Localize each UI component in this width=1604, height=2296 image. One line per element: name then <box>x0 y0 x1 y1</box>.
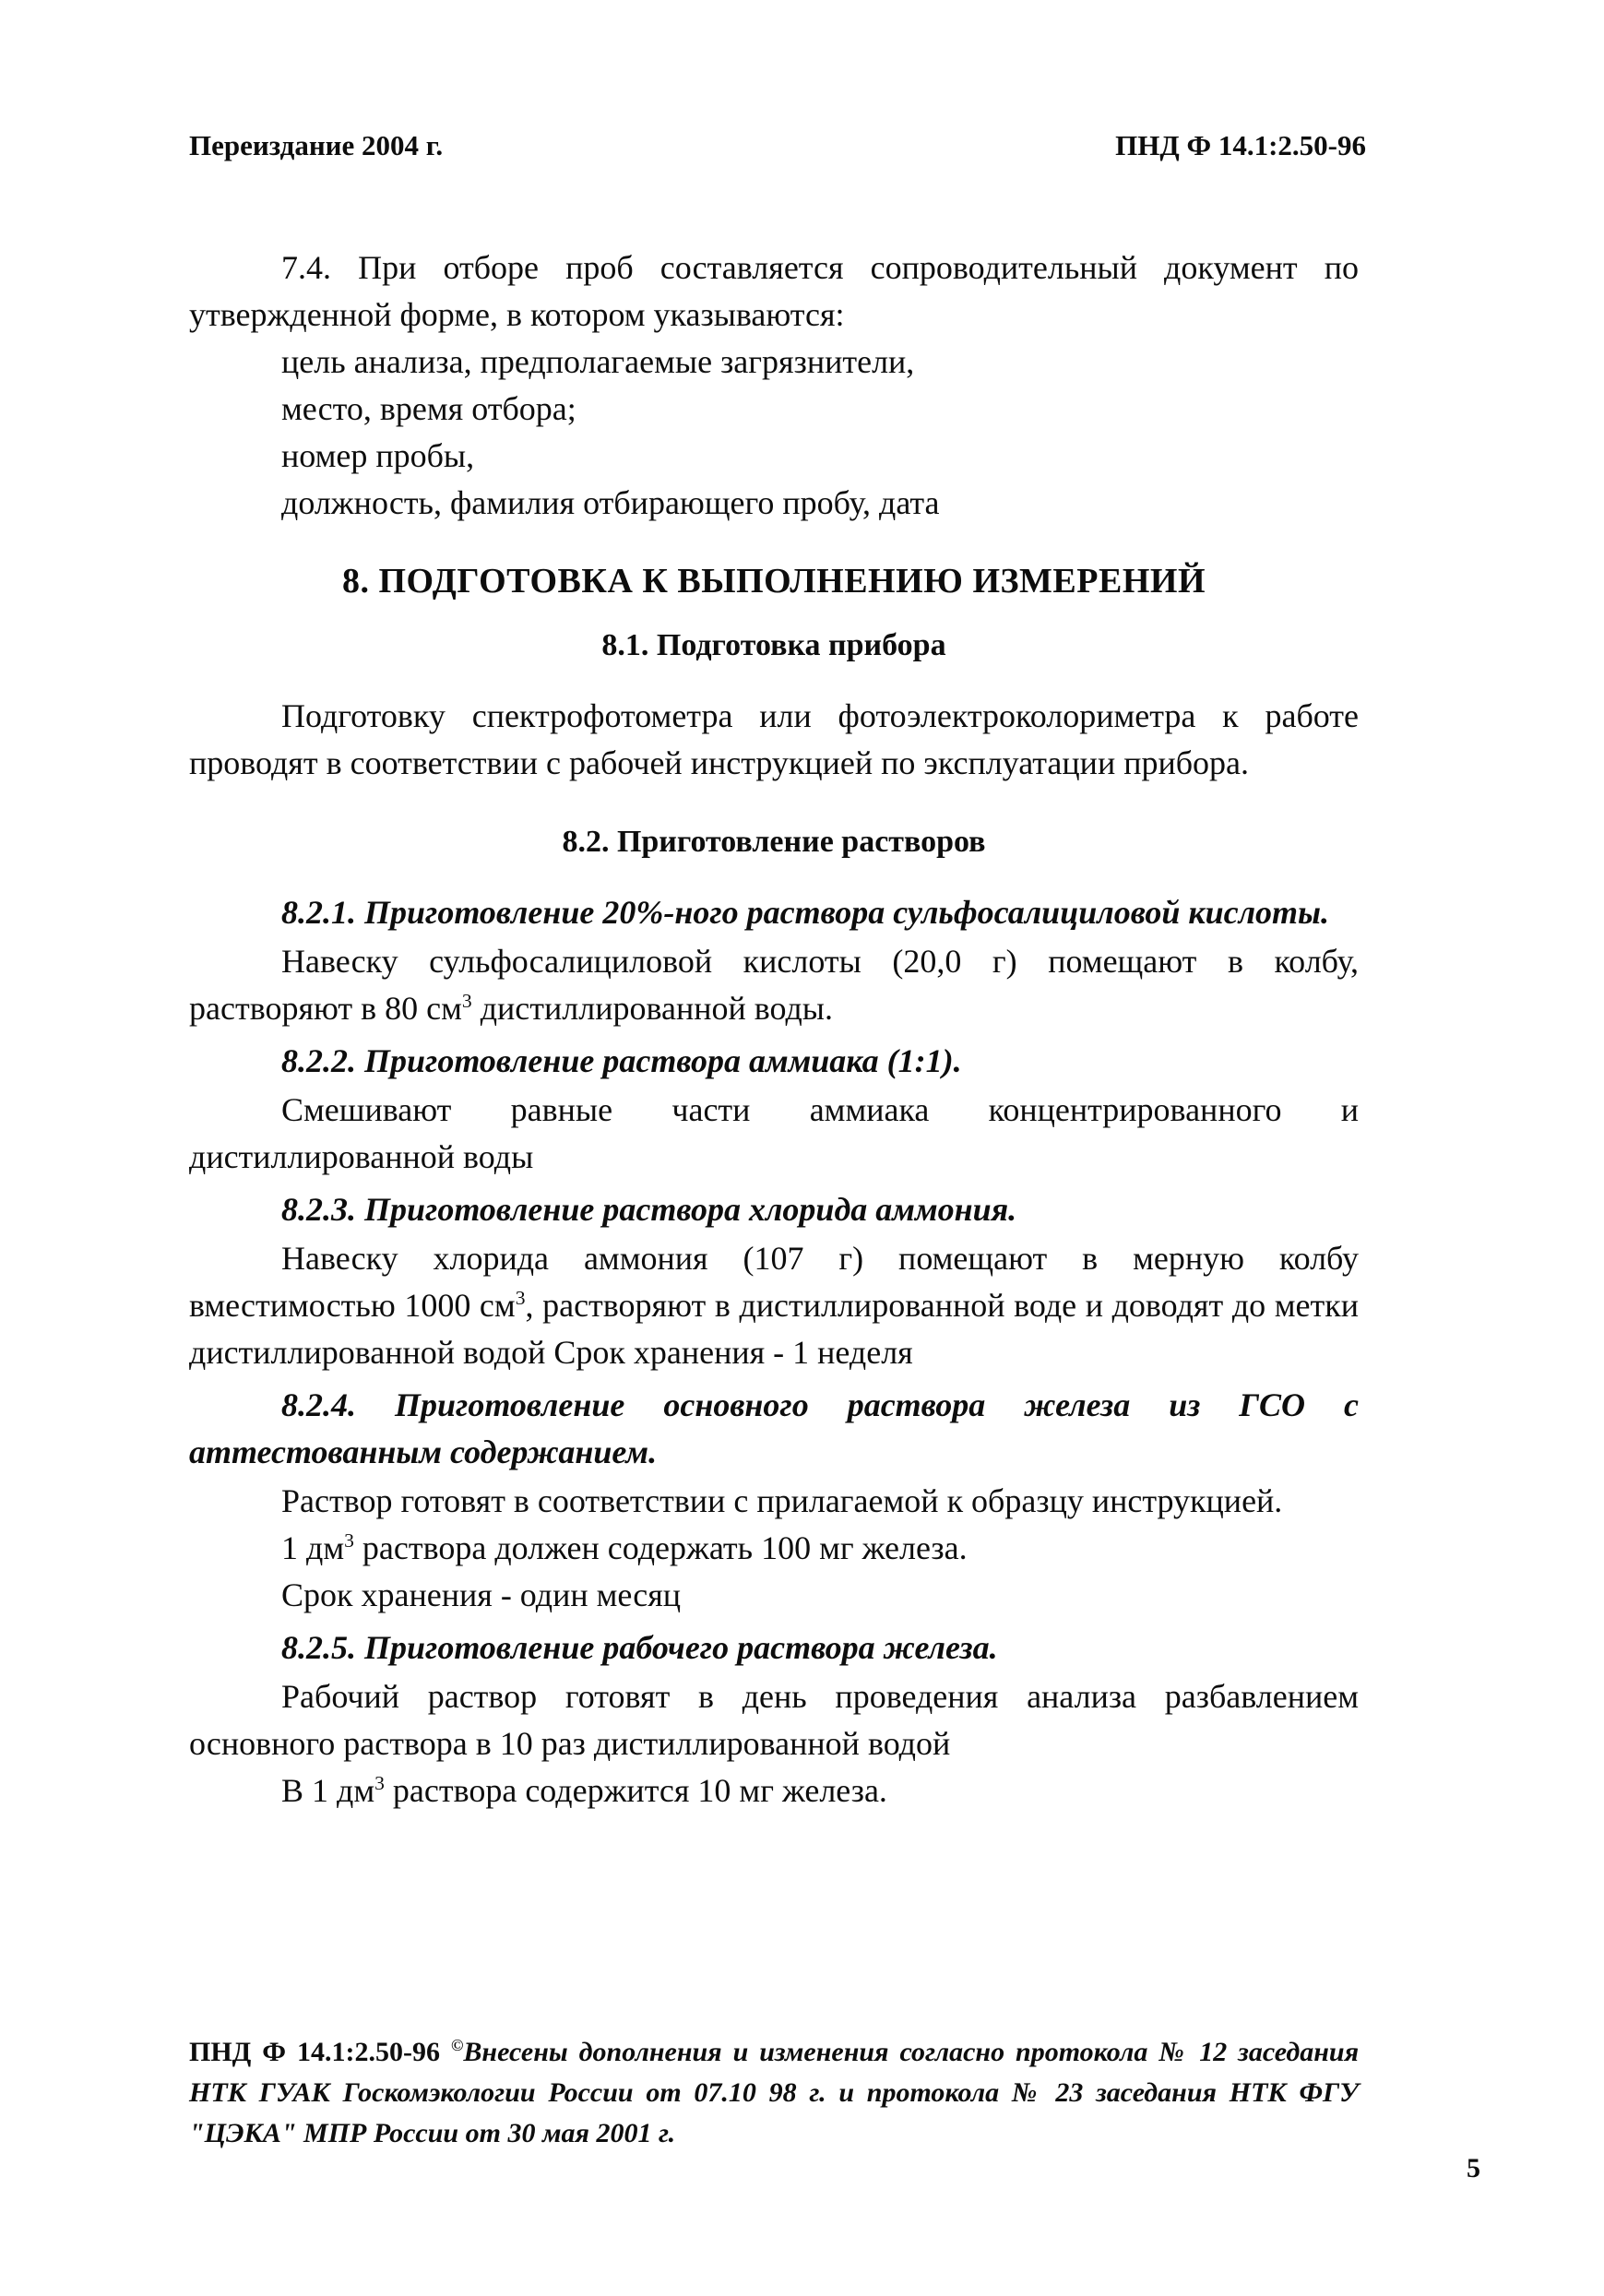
subsection-8-2-1-heading: 8.2.1. Приготовление 20%-ного раствора сульфосалициловой кислоты. <box>281 894 1330 931</box>
subsection-8-2-1-text: Навеску сульфосалициловой кислоты (20,0 г) помещают в колбу, растворяют в 80 $см^3$ дистиллированной воды. <box>189 943 1359 1027</box>
section-7-4-intro: 7.4. При отборе проб составляется сопроводительный документ по утвержденной форме, в котором указываются: <box>189 249 1359 333</box>
copyright-mark: © <box>450 2036 464 2054</box>
amendment-footnote: ПНД Ф 14.1:2.50-96 ©Внесены дополнения и изменения согласно протокола № 12 заседания НТК ГУАК Госкомэкологии России от 07.10 98 г. и протокола № 23 заседания НТК ФГУ "ЦЭКА" МПР России от 30 мая 2001 г. <box>189 2036 1360 2148</box>
subsection-8-2-3-text: Навеску хлорида аммония (107 г) помещают в мерную колбу вместимостью 1000 $см^3$, растворяют в дистиллированной воде и доводят до метки дистиллированной водой Срок хранения - 1 неделя <box>189 1240 1359 1371</box>
subsection-8-2-4-concentration: 1 $дм^3$ раствора должен содержать 100 мг железа. <box>281 1529 968 1566</box>
section-7-4-list <box>189 339 1359 527</box>
list-item: должность, фамилия отбирающего пробу, дата <box>281 484 940 521</box>
subsection-8-2-2-heading: 8.2.2. Приготовление раствора аммиака (1:1). <box>281 1042 962 1079</box>
subsection-8-2-2-text: Смешивают равные части аммиака концентрированного и дистиллированной воды <box>189 1091 1359 1175</box>
list-item: место, время отбора; <box>281 390 576 427</box>
subsection-8-2-5-text: Рабочий раствор готовят в день проведения анализа разбавлением основного раствора в 10 раз дистиллированной водой <box>189 1678 1359 1762</box>
list-item: номер пробы, <box>281 437 475 474</box>
reissue-note: Переиздание 2004 г. <box>189 129 444 161</box>
main-content <box>189 244 1359 1814</box>
section-8-1-text: Подготовку спектрофотометра или фотоэлектроколориметра к работе проводят в соответствии с рабочей инструкцией по эксплуатации прибора. <box>189 697 1359 781</box>
section-8-heading: 8. ПОДГОТОВКА К ВЫПОЛНЕНИЮ ИЗМЕРЕНИЙ <box>341 562 1206 601</box>
document-code: ПНД Ф 14.1:2.50-96 <box>1115 129 1366 161</box>
subsection-8-2-5-heading: 8.2.5. Приготовление рабочего раствора железа. <box>281 1629 998 1666</box>
list-item: цель анализа, предполагаемые загрязнители, <box>281 343 915 380</box>
subsection-8-2-4-storage: Срок хранения - один месяц <box>281 1576 682 1613</box>
section-8-2-heading: 8.2. Приготовление растворов <box>562 825 986 859</box>
subsection-8-2-4-heading: 8.2.4. Приготовление основного раствора железа из ГСО с аттестованным содержанием. <box>189 1386 1359 1470</box>
section-8-1-heading: 8.1. Подготовка прибора <box>601 628 946 662</box>
page-number: 5 <box>1467 2153 1480 2183</box>
subsection-8-2-3-heading: 8.2.3. Приготовление раствора хлорида аммония. <box>281 1191 1017 1228</box>
subsection-8-2-4-text: Раствор готовят в соответствии с прилагаемой к образцу инструкцией. <box>281 1482 1283 1519</box>
subsection-8-2-5-concentration: В 1 $дм^3$ раствора содержится 10 мг железа. <box>281 1772 887 1809</box>
